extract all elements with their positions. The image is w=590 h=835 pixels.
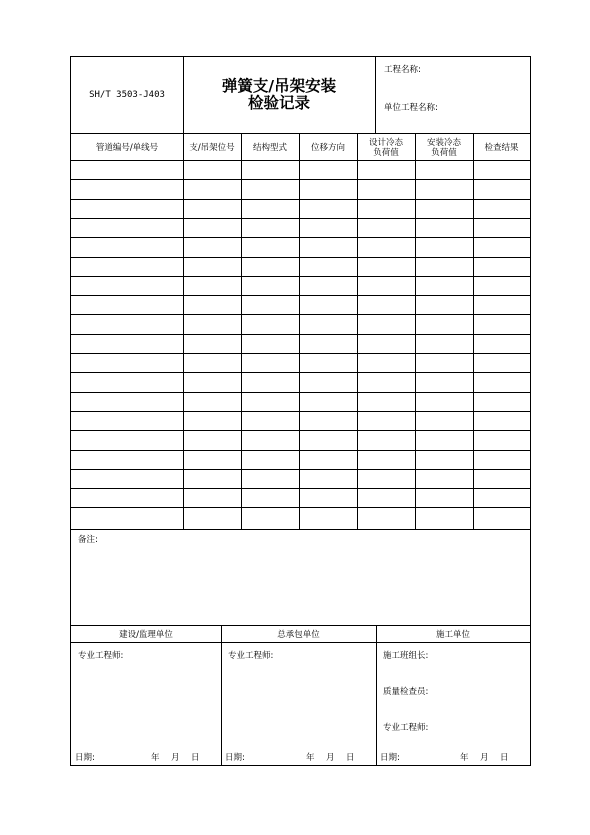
- table-row[interactable]: [71, 353, 530, 372]
- date-label: 日期:: [380, 753, 400, 763]
- date-day-label: 日: [346, 753, 355, 763]
- project-name-label: 工程名称:: [384, 65, 421, 75]
- column-header: [299, 134, 357, 161]
- signoff-divider: [221, 625, 222, 765]
- column-header-line: 负荷值: [373, 147, 399, 158]
- form-title-line2: 检验记录: [247, 94, 310, 112]
- date-month-label: 月: [326, 753, 335, 763]
- signoff-field-label: 专业工程师:: [228, 651, 274, 661]
- signoff-heading: 总承包单位: [277, 630, 320, 640]
- table-row[interactable]: [71, 469, 530, 488]
- table-row[interactable]: [71, 179, 530, 199]
- column-header-line: 检查结果: [484, 142, 519, 153]
- header-divider: [375, 57, 376, 133]
- table-row[interactable]: [71, 295, 530, 314]
- date-label: 日期:: [75, 753, 95, 763]
- unit-project-name-label: 单位工程名称:: [384, 103, 438, 113]
- table-row[interactable]: [71, 450, 530, 469]
- signoff-field-label: 专业工程师:: [78, 651, 124, 661]
- table-row[interactable]: [71, 430, 530, 450]
- form-title-line1: 弹簧支/吊架安装: [221, 77, 337, 95]
- inspection-record-form: [70, 56, 531, 766]
- column-header: [241, 134, 299, 161]
- table-row[interactable]: [71, 507, 530, 529]
- signoff-heading: 施工单位: [435, 630, 470, 640]
- remarks-label: 备注:: [78, 535, 98, 545]
- table-row[interactable]: [71, 372, 530, 392]
- column-header-line: 设计冷态: [368, 137, 403, 148]
- standard-code: SH/T 3503-J403: [89, 90, 165, 100]
- signoff-field-label: 施工班组长:: [383, 651, 429, 661]
- table-row[interactable]: [71, 257, 530, 276]
- date-year-label: 年: [151, 753, 160, 763]
- date-day-label: 日: [500, 753, 509, 763]
- signoff-header-rule: [71, 642, 530, 643]
- table-row[interactable]: [71, 392, 530, 411]
- table-row[interactable]: [71, 314, 530, 334]
- column-header: [183, 134, 241, 161]
- table-row-rule: [71, 529, 530, 530]
- date-day-label: 日: [191, 753, 200, 763]
- column-header: [357, 134, 415, 161]
- signoff-heading: 建设/监理单位: [119, 630, 173, 640]
- signoff-divider: [376, 625, 377, 765]
- date-year-label: 年: [460, 753, 469, 763]
- header-divider: [183, 57, 184, 133]
- table-row[interactable]: [71, 276, 530, 295]
- column-header-line: 负荷值: [431, 147, 457, 158]
- column-header: [473, 134, 530, 161]
- date-year-label: 年: [306, 753, 315, 763]
- date-month-label: 月: [171, 753, 180, 763]
- column-header-line: 支/吊架位号: [189, 142, 235, 153]
- column-header-line: 位移方向: [310, 142, 345, 153]
- column-header-line: 安装冷态: [426, 137, 461, 148]
- table-row[interactable]: [71, 218, 530, 237]
- column-header-line: 结构型式: [252, 142, 287, 153]
- column-header-line: 管道编号/单线号: [95, 142, 159, 153]
- signoff-field-label: 质量检查员:: [383, 687, 429, 697]
- table-row[interactable]: [71, 237, 530, 257]
- table-row[interactable]: [71, 160, 530, 179]
- table-row[interactable]: [71, 411, 530, 430]
- signoff-field-label: 专业工程师:: [383, 723, 429, 733]
- column-header: [71, 134, 183, 161]
- table-row[interactable]: [71, 199, 530, 218]
- date-label: 日期:: [225, 753, 245, 763]
- date-month-label: 月: [480, 753, 489, 763]
- form-title: [183, 57, 375, 133]
- table-row[interactable]: [71, 488, 530, 507]
- column-header: [415, 134, 473, 161]
- table-row[interactable]: [71, 334, 530, 353]
